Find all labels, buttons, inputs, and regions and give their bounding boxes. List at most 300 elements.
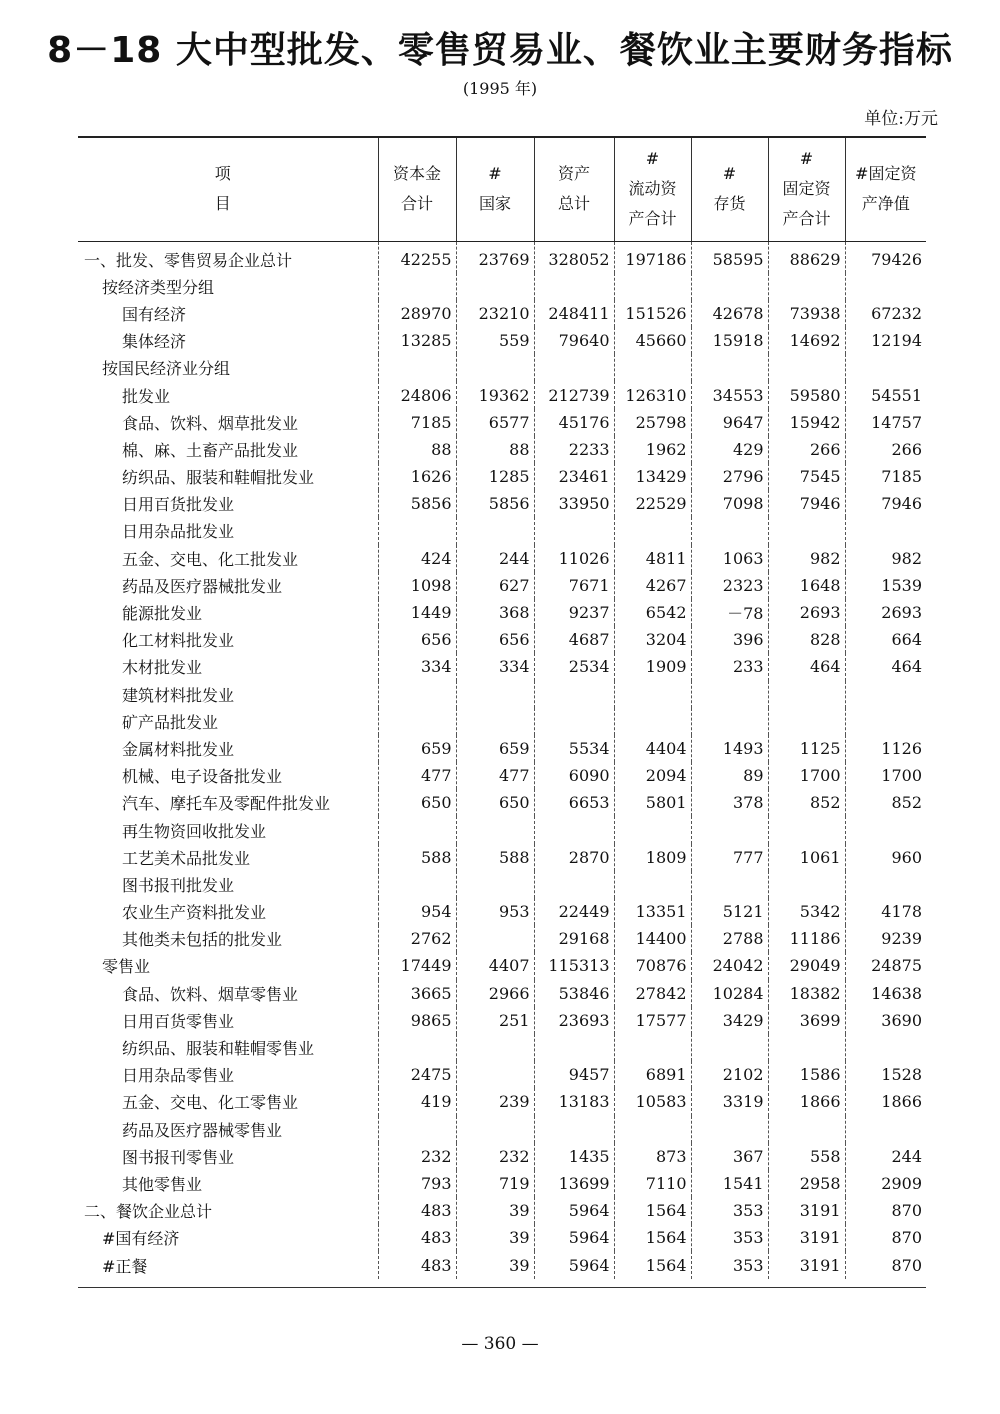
cell-value: 24042: [691, 952, 768, 979]
cell-value: 5964: [534, 1197, 614, 1224]
cell-value: 2102: [691, 1061, 768, 1088]
cell-value: [378, 708, 456, 735]
table-row: [78, 354, 926, 381]
cell-value: 13183: [534, 1088, 614, 1115]
row-label: 日用杂品批发业: [122, 522, 235, 542]
cell-value: 588: [456, 844, 534, 871]
cell-value: [378, 1034, 456, 1061]
table-row: [78, 735, 926, 762]
cell-value: [845, 816, 926, 843]
financial-table-container: [78, 136, 926, 1279]
cell-value: 18382: [768, 980, 845, 1007]
cell-value: 954: [378, 898, 456, 925]
table-row: [78, 517, 926, 544]
cell-value: 7098: [691, 490, 768, 517]
cell-value: 334: [456, 653, 534, 680]
cell-value: 3204: [614, 626, 691, 653]
column-header-line: 项 目: [214, 164, 301, 214]
cell-value: 10284: [691, 980, 768, 1007]
cell-value: 953: [456, 898, 534, 925]
cell-value: 3429: [691, 1007, 768, 1034]
cell-value: 2323: [691, 572, 768, 599]
cell-value: 7110: [614, 1170, 691, 1197]
table-row: [78, 925, 926, 952]
cell-value: 1285: [456, 463, 534, 490]
column-header-line: #: [488, 164, 502, 184]
table-row: [78, 1251, 926, 1278]
cell-value: 1125: [768, 735, 845, 762]
cell-value: 852: [768, 789, 845, 816]
row-label: 木材批发业: [122, 658, 203, 678]
cell-value: 650: [456, 789, 534, 816]
table-row: [78, 327, 926, 354]
cell-value: 1126: [845, 735, 926, 762]
cell-value: 1435: [534, 1143, 614, 1170]
column-header-line: 流动资: [628, 179, 677, 199]
table-row: [78, 1116, 926, 1143]
cell-value: 396: [691, 626, 768, 653]
table-row: [78, 545, 926, 572]
cell-value: [456, 1061, 534, 1088]
cell-value: 22449: [534, 898, 614, 925]
cell-value: 5964: [534, 1224, 614, 1251]
cell-value: [614, 517, 691, 544]
cell-value: 11186: [768, 925, 845, 952]
cell-value: [456, 681, 534, 708]
financial-indicators-table: [78, 136, 926, 1279]
cell-value: 7671: [534, 572, 614, 599]
table-bottom-rule: [78, 1287, 926, 1288]
cell-value: [614, 354, 691, 381]
cell-value: 6542: [614, 599, 691, 626]
cell-value: 9865: [378, 1007, 456, 1034]
cell-value: 6577: [456, 409, 534, 436]
cell-value: 70876: [614, 952, 691, 979]
cell-value: 559: [456, 327, 534, 354]
cell-value: 656: [456, 626, 534, 653]
column-header-line: 国家: [478, 194, 511, 214]
cell-value: 59580: [768, 381, 845, 408]
cell-value: 54551: [845, 381, 926, 408]
cell-value: [456, 871, 534, 898]
cell-value: 7545: [768, 463, 845, 490]
column-header-line: 产合计: [628, 209, 677, 229]
cell-value: [534, 1116, 614, 1143]
table-row: [78, 381, 926, 408]
cell-value: 197186: [614, 241, 691, 273]
table-row: [78, 572, 926, 599]
cell-value: 852: [845, 789, 926, 816]
cell-value: [691, 1116, 768, 1143]
cell-value: 5534: [534, 735, 614, 762]
column-header-line: #: [722, 164, 737, 184]
cell-value: 89: [691, 762, 768, 789]
cell-value: 464: [845, 653, 926, 680]
cell-value: 2233: [534, 436, 614, 463]
table-body: [78, 241, 926, 1279]
cell-value: [456, 816, 534, 843]
cell-value: 3191: [768, 1224, 845, 1251]
cell-value: [768, 816, 845, 843]
cell-value: 982: [768, 545, 845, 572]
column-header-line: 资产: [557, 164, 590, 184]
table-row: [78, 898, 926, 925]
cell-value: 67232: [845, 300, 926, 327]
cell-value: 3191: [768, 1197, 845, 1224]
cell-value: 115313: [534, 952, 614, 979]
cell-value: [534, 273, 614, 300]
cell-value: 960: [845, 844, 926, 871]
cell-value: 1063: [691, 545, 768, 572]
cell-value: 9647: [691, 409, 768, 436]
cell-value: [614, 708, 691, 735]
row-label: 图书报刊批发业: [122, 875, 235, 895]
cell-value: 15918: [691, 327, 768, 354]
cell-value: [691, 517, 768, 544]
row-label: 批发业: [122, 386, 171, 406]
cell-value: 2693: [845, 599, 926, 626]
cell-value: [378, 273, 456, 300]
cell-value: 650: [378, 789, 456, 816]
cell-value: 88: [456, 436, 534, 463]
row-label: 再生物资回收批发业: [122, 821, 267, 841]
cell-value: [534, 681, 614, 708]
cell-value: 483: [378, 1197, 456, 1224]
cell-value: 5801: [614, 789, 691, 816]
cell-value: 7946: [845, 490, 926, 517]
table-row: [78, 681, 926, 708]
cell-value: 79640: [534, 327, 614, 354]
row-label: 其他零售业: [122, 1174, 203, 1194]
cell-value: 477: [456, 762, 534, 789]
cell-value: 244: [456, 545, 534, 572]
cell-value: 3665: [378, 980, 456, 1007]
cell-value: 22529: [614, 490, 691, 517]
cell-value: 1564: [614, 1224, 691, 1251]
column-header-line: 产合计: [782, 209, 831, 229]
cell-value: [768, 517, 845, 544]
column-header-line: #固定资: [855, 164, 917, 184]
cell-value: 39: [456, 1197, 534, 1224]
table-row: [78, 980, 926, 1007]
cell-value: 1098: [378, 572, 456, 599]
cell-value: 477: [378, 762, 456, 789]
cell-value: [534, 708, 614, 735]
cell-value: 3191: [768, 1251, 845, 1278]
cell-value: [378, 871, 456, 898]
cell-value: 656: [378, 626, 456, 653]
cell-value: 5856: [456, 490, 534, 517]
row-label: 一、批发、零售贸易企业总计: [84, 250, 293, 270]
cell-value: [691, 816, 768, 843]
cell-value: 9457: [534, 1061, 614, 1088]
cell-value: 353: [691, 1251, 768, 1278]
cell-value: 24875: [845, 952, 926, 979]
cell-value: 7185: [845, 463, 926, 490]
cell-value: 29168: [534, 925, 614, 952]
cell-value: 588: [378, 844, 456, 871]
cell-value: 58595: [691, 241, 768, 273]
column-header-line: 存货: [713, 194, 746, 214]
row-label: 五金、交电、化工零售业: [122, 1093, 299, 1113]
cell-value: [845, 1116, 926, 1143]
row-label: 工艺美术品批发业: [122, 848, 251, 868]
table-row: [78, 871, 926, 898]
row-label: 二、餐饮企业总计: [84, 1202, 213, 1222]
cell-value: 353: [691, 1197, 768, 1224]
cell-value: 39: [456, 1251, 534, 1278]
column-header-line: 总计: [557, 194, 590, 214]
cell-value: 828: [768, 626, 845, 653]
cell-value: [768, 681, 845, 708]
cell-value: 1700: [768, 762, 845, 789]
row-label: 国有经济: [122, 304, 187, 324]
cell-value: 870: [845, 1251, 926, 1278]
cell-value: [614, 273, 691, 300]
cell-value: 23769: [456, 241, 534, 273]
cell-value: 1539: [845, 572, 926, 599]
table-row: [78, 1170, 926, 1197]
cell-value: 1564: [614, 1251, 691, 1278]
table-row: [78, 1088, 926, 1115]
cell-value: [845, 517, 926, 544]
cell-value: 4811: [614, 545, 691, 572]
cell-value: 14400: [614, 925, 691, 952]
cell-value: 42678: [691, 300, 768, 327]
cell-value: [456, 1116, 534, 1143]
cell-value: 45176: [534, 409, 614, 436]
table-row: [78, 708, 926, 735]
cell-value: [534, 517, 614, 544]
cell-value: 33950: [534, 490, 614, 517]
cell-value: 483: [378, 1224, 456, 1251]
cell-value: 793: [378, 1170, 456, 1197]
row-label: #正餐: [102, 1256, 148, 1276]
cell-value: [768, 354, 845, 381]
column-header-6: [768, 137, 845, 241]
cell-value: 419: [378, 1088, 456, 1115]
cell-value: [456, 708, 534, 735]
cell-value: 424: [378, 545, 456, 572]
cell-value: 1449: [378, 599, 456, 626]
cell-value: 719: [456, 1170, 534, 1197]
cell-value: 659: [456, 735, 534, 762]
cell-value: [691, 273, 768, 300]
column-header-5: [691, 137, 768, 241]
cell-value: 19362: [456, 381, 534, 408]
table-row: [78, 816, 926, 843]
cell-value: 659: [378, 735, 456, 762]
cell-value: 1962: [614, 436, 691, 463]
cell-value: 29049: [768, 952, 845, 979]
cell-value: [378, 681, 456, 708]
cell-value: 1648: [768, 572, 845, 599]
cell-value: 777: [691, 844, 768, 871]
cell-value: 1586: [768, 1061, 845, 1088]
page-number: — 360 —: [461, 1334, 539, 1354]
column-header-line: 固定资: [782, 179, 831, 199]
column-header-line: 合计: [400, 194, 433, 214]
table-row: [78, 273, 926, 300]
cell-value: 13429: [614, 463, 691, 490]
cell-value: [691, 1034, 768, 1061]
cell-value: 328052: [534, 241, 614, 273]
table-row: [78, 1143, 926, 1170]
cell-value: 1528: [845, 1061, 926, 1088]
row-label: 汽车、摩托车及零配件批发业: [122, 794, 331, 814]
column-header-7: [845, 137, 926, 241]
table-row: [78, 653, 926, 680]
cell-value: 1626: [378, 463, 456, 490]
cell-value: 3690: [845, 1007, 926, 1034]
cell-value: 5342: [768, 898, 845, 925]
cell-value: [614, 1034, 691, 1061]
cell-value: 251: [456, 1007, 534, 1034]
cell-value: [614, 871, 691, 898]
cell-value: 4267: [614, 572, 691, 599]
cell-value: 4178: [845, 898, 926, 925]
row-label: 图书报刊零售业: [122, 1147, 235, 1167]
cell-value: [691, 681, 768, 708]
cell-value: [378, 354, 456, 381]
row-label: 金属材料批发业: [122, 739, 235, 759]
cell-value: [768, 871, 845, 898]
row-label: 能源批发业: [122, 604, 203, 624]
cell-value: [534, 354, 614, 381]
cell-value: 7946: [768, 490, 845, 517]
cell-value: 1909: [614, 653, 691, 680]
cell-value: 232: [456, 1143, 534, 1170]
cell-value: 28970: [378, 300, 456, 327]
cell-value: 6653: [534, 789, 614, 816]
cell-value: 870: [845, 1224, 926, 1251]
cell-value: 10583: [614, 1088, 691, 1115]
row-label: 食品、饮料、烟草批发业: [122, 413, 299, 433]
cell-value: 6891: [614, 1061, 691, 1088]
cell-value: 24806: [378, 381, 456, 408]
cell-value: 1564: [614, 1197, 691, 1224]
cell-value: 42255: [378, 241, 456, 273]
cell-value: 982: [845, 545, 926, 572]
cell-value: [768, 708, 845, 735]
row-label: 零售业: [102, 957, 151, 977]
unit-label: 单位:万元: [864, 109, 938, 129]
cell-value: [768, 1116, 845, 1143]
cell-value: 2870: [534, 844, 614, 871]
column-header-line: #: [799, 149, 814, 169]
cell-value: 464: [768, 653, 845, 680]
cell-value: [691, 708, 768, 735]
cell-value: 870: [845, 1197, 926, 1224]
row-label: 矿产品批发业: [122, 712, 219, 732]
page-title: 8－18 大中型批发、零售贸易业、餐饮业主要财务指标: [47, 30, 953, 71]
cell-value: [845, 1034, 926, 1061]
cell-value: 244: [845, 1143, 926, 1170]
row-label: 建筑材料批发业: [122, 685, 235, 705]
cell-value: 23693: [534, 1007, 614, 1034]
cell-value: 627: [456, 572, 534, 599]
row-label: 药品及医疗器械零售业: [122, 1120, 283, 1140]
cell-value: [691, 871, 768, 898]
cell-value: 2475: [378, 1061, 456, 1088]
table-row: [78, 952, 926, 979]
cell-value: 429: [691, 436, 768, 463]
cell-value: 4404: [614, 735, 691, 762]
cell-value: 378: [691, 789, 768, 816]
cell-value: 15942: [768, 409, 845, 436]
cell-value: 3699: [768, 1007, 845, 1034]
row-label: 其他类未包括的批发业: [122, 930, 283, 950]
cell-value: 13351: [614, 898, 691, 925]
cell-value: [456, 517, 534, 544]
cell-value: 212739: [534, 381, 614, 408]
cell-value: 266: [845, 436, 926, 463]
cell-value: 2958: [768, 1170, 845, 1197]
cell-value: [378, 1116, 456, 1143]
cell-value: [845, 681, 926, 708]
cell-value: 2909: [845, 1170, 926, 1197]
column-header-line: 产净值: [861, 194, 910, 214]
cell-value: 233: [691, 653, 768, 680]
cell-value: 2534: [534, 653, 614, 680]
row-label: 棉、麻、土畜产品批发业: [122, 440, 299, 460]
cell-value: [768, 1034, 845, 1061]
cell-value: 873: [614, 1143, 691, 1170]
table-row: [78, 409, 926, 436]
cell-value: [378, 517, 456, 544]
column-header-line: #: [645, 149, 660, 169]
row-label: 日用百货零售业: [122, 1011, 235, 1031]
row-label: 农业生产资料批发业: [122, 903, 267, 923]
column-header-1: [378, 137, 456, 241]
cell-value: －78: [691, 599, 768, 626]
column-header-4: [614, 137, 691, 241]
cell-value: 367: [691, 1143, 768, 1170]
table-header: [78, 137, 926, 241]
row-label: 集体经济: [122, 332, 187, 352]
row-label: 按经济类型分组: [102, 277, 215, 297]
cell-value: 4687: [534, 626, 614, 653]
cell-value: 266: [768, 436, 845, 463]
cell-value: 12194: [845, 327, 926, 354]
cell-value: 73938: [768, 300, 845, 327]
cell-value: 1541: [691, 1170, 768, 1197]
cell-value: 2796: [691, 463, 768, 490]
cell-value: 34553: [691, 381, 768, 408]
table-row: [78, 241, 926, 273]
cell-value: 9237: [534, 599, 614, 626]
cell-value: 25798: [614, 409, 691, 436]
cell-value: [534, 816, 614, 843]
cell-value: 334: [378, 653, 456, 680]
row-label: 日用百货批发业: [122, 495, 235, 515]
cell-value: 1866: [768, 1088, 845, 1115]
column-header-3: [534, 137, 614, 241]
table-row: [78, 490, 926, 517]
table-row: [78, 762, 926, 789]
cell-value: 368: [456, 599, 534, 626]
table-row: [78, 789, 926, 816]
cell-value: 9239: [845, 925, 926, 952]
cell-value: 23210: [456, 300, 534, 327]
cell-value: [534, 1034, 614, 1061]
cell-value: 2693: [768, 599, 845, 626]
table-row: [78, 436, 926, 463]
row-label: #国有经济: [102, 1229, 180, 1249]
cell-value: 11026: [534, 545, 614, 572]
cell-value: 13699: [534, 1170, 614, 1197]
table-row: [78, 1034, 926, 1061]
